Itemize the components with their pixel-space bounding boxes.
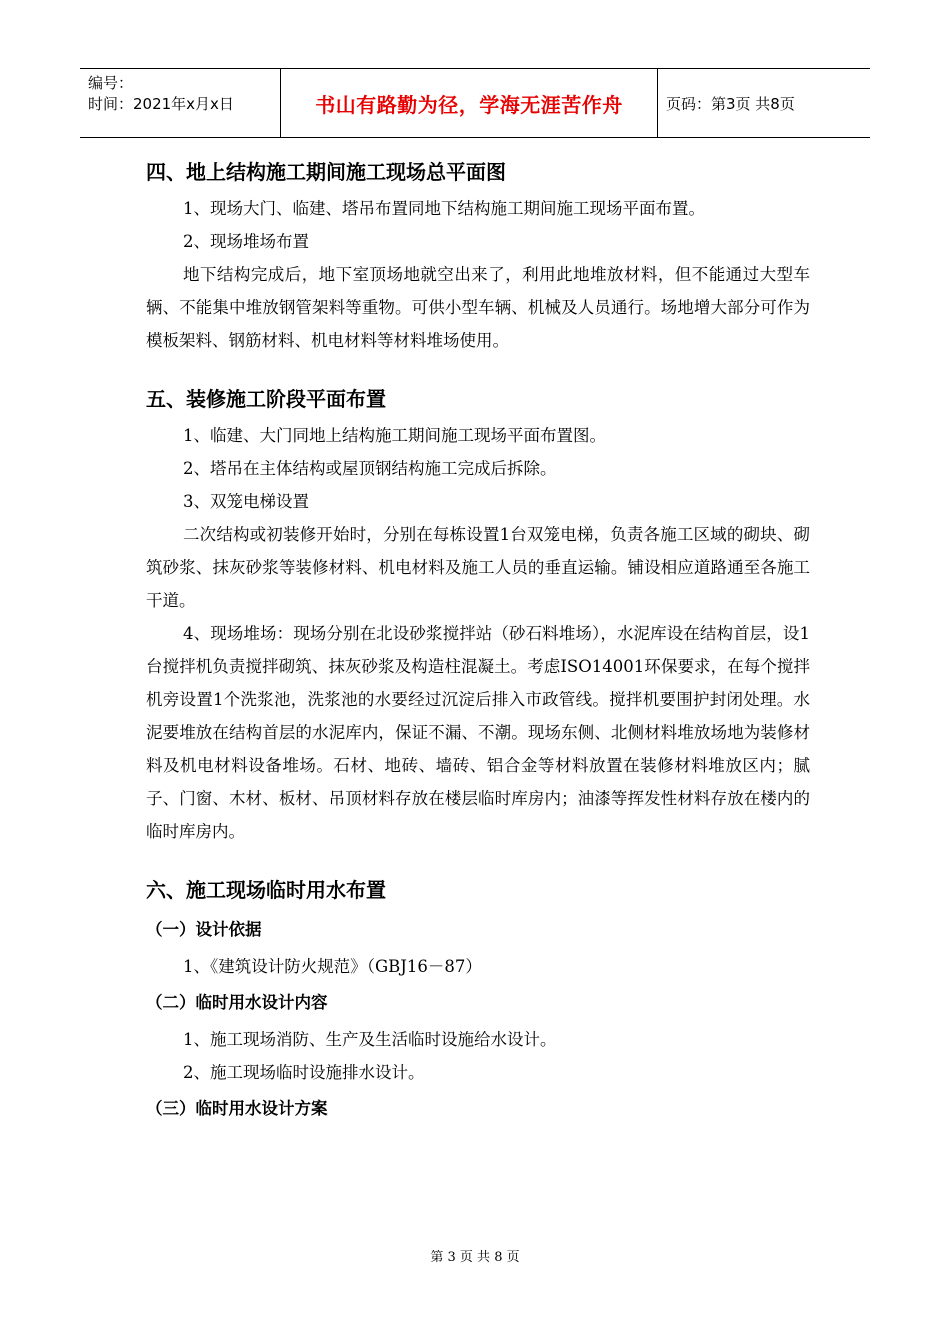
document-body — [146, 152, 810, 1125]
header-motto: 书山有路勤为径，学海无涯苦作舟 — [281, 69, 658, 137]
paragraph: 1、现场大门、临建、塔吊布置同地下结构施工期间施工现场平面布置。 — [183, 199, 705, 218]
section-5-title: 五、装修施工阶段平面布置 — [146, 387, 386, 411]
paragraph: 2、塔吊在主体结构或屋顶钢结构施工完成后拆除。 — [183, 459, 557, 478]
subsection-title: （二）临时用水设计内容 — [146, 993, 328, 1012]
paragraph: 4、现场堆场：现场分别在北设砂浆搅拌站（砂石料堆场），水泥库设在结构首层，设1台搅拌机负责搅拌砌筑、抹灰砂浆及构造柱混凝土。考虑ISO14001环保要求，在每个搅拌机旁设置1个洗浆池，洗浆池的水要经过沉淀后排入市政管线。搅拌机要围护封闭处理。水泥要堆放在结构首层的水泥库内，保证不漏、不潮。现场东侧、北侧材料堆放场地为装修材料及机电材料设备堆场。石材、地砖、墙砖、铝合金等材料放置在装修材料堆放区内；腻子、门窗、木材、板材、吊顶材料存放在楼层临时库房内；油漆等挥发性材料存放在楼内的临时库房内。 — [146, 624, 810, 841]
paragraph: 2、现场堆场布置 — [183, 232, 309, 251]
paragraph: 1、《建筑设计防火规范》（GBJ16－87） — [183, 957, 482, 976]
header-page-info: 页码：第3页 共8页 — [666, 94, 795, 113]
section-4-title: 四、地上结构施工期间施工现场总平面图 — [146, 160, 506, 184]
page-header — [80, 68, 870, 138]
paragraph: 3、双笼电梯设置 — [183, 492, 309, 511]
page-footer: 第 3 页 共 8 页 — [430, 1250, 520, 1265]
paragraph: 2、施工现场临时设施排水设计。 — [183, 1063, 425, 1082]
time-label: 时间：2021年x月x日 — [88, 95, 234, 113]
number-label: 编号： — [88, 74, 134, 92]
header-meta-cell — [80, 69, 281, 137]
paragraph: 地下结构完成后，地下室顶场地就空出来了，利用此地堆放材料，但不能通过大型车辆、不能集中堆放钢管架料等重物。可供小型车辆、机械及人员通行。场地增大部分可作为模板架料、钢筋材料、机电材料等材料堆场使用。 — [146, 265, 810, 350]
subsection-title: （三）临时用水设计方案 — [146, 1099, 328, 1118]
section-6-title: 六、施工现场临时用水布置 — [146, 878, 386, 902]
paragraph: 1、施工现场消防、生产及生活临时设施给水设计。 — [183, 1030, 557, 1049]
paragraph: 1、临建、大门同地上结构施工期间施工现场平面布置图。 — [183, 426, 606, 445]
paragraph: 二次结构或初装修开始时，分别在每栋设置1台双笼电梯，负责各施工区域的砌块、砌筑砂浆、抹灰砂浆等装修材料、机电材料及施工人员的垂直运输。铺设相应道路通至各施工干道。 — [146, 525, 810, 610]
subsection-title: （一）设计依据 — [146, 920, 262, 939]
